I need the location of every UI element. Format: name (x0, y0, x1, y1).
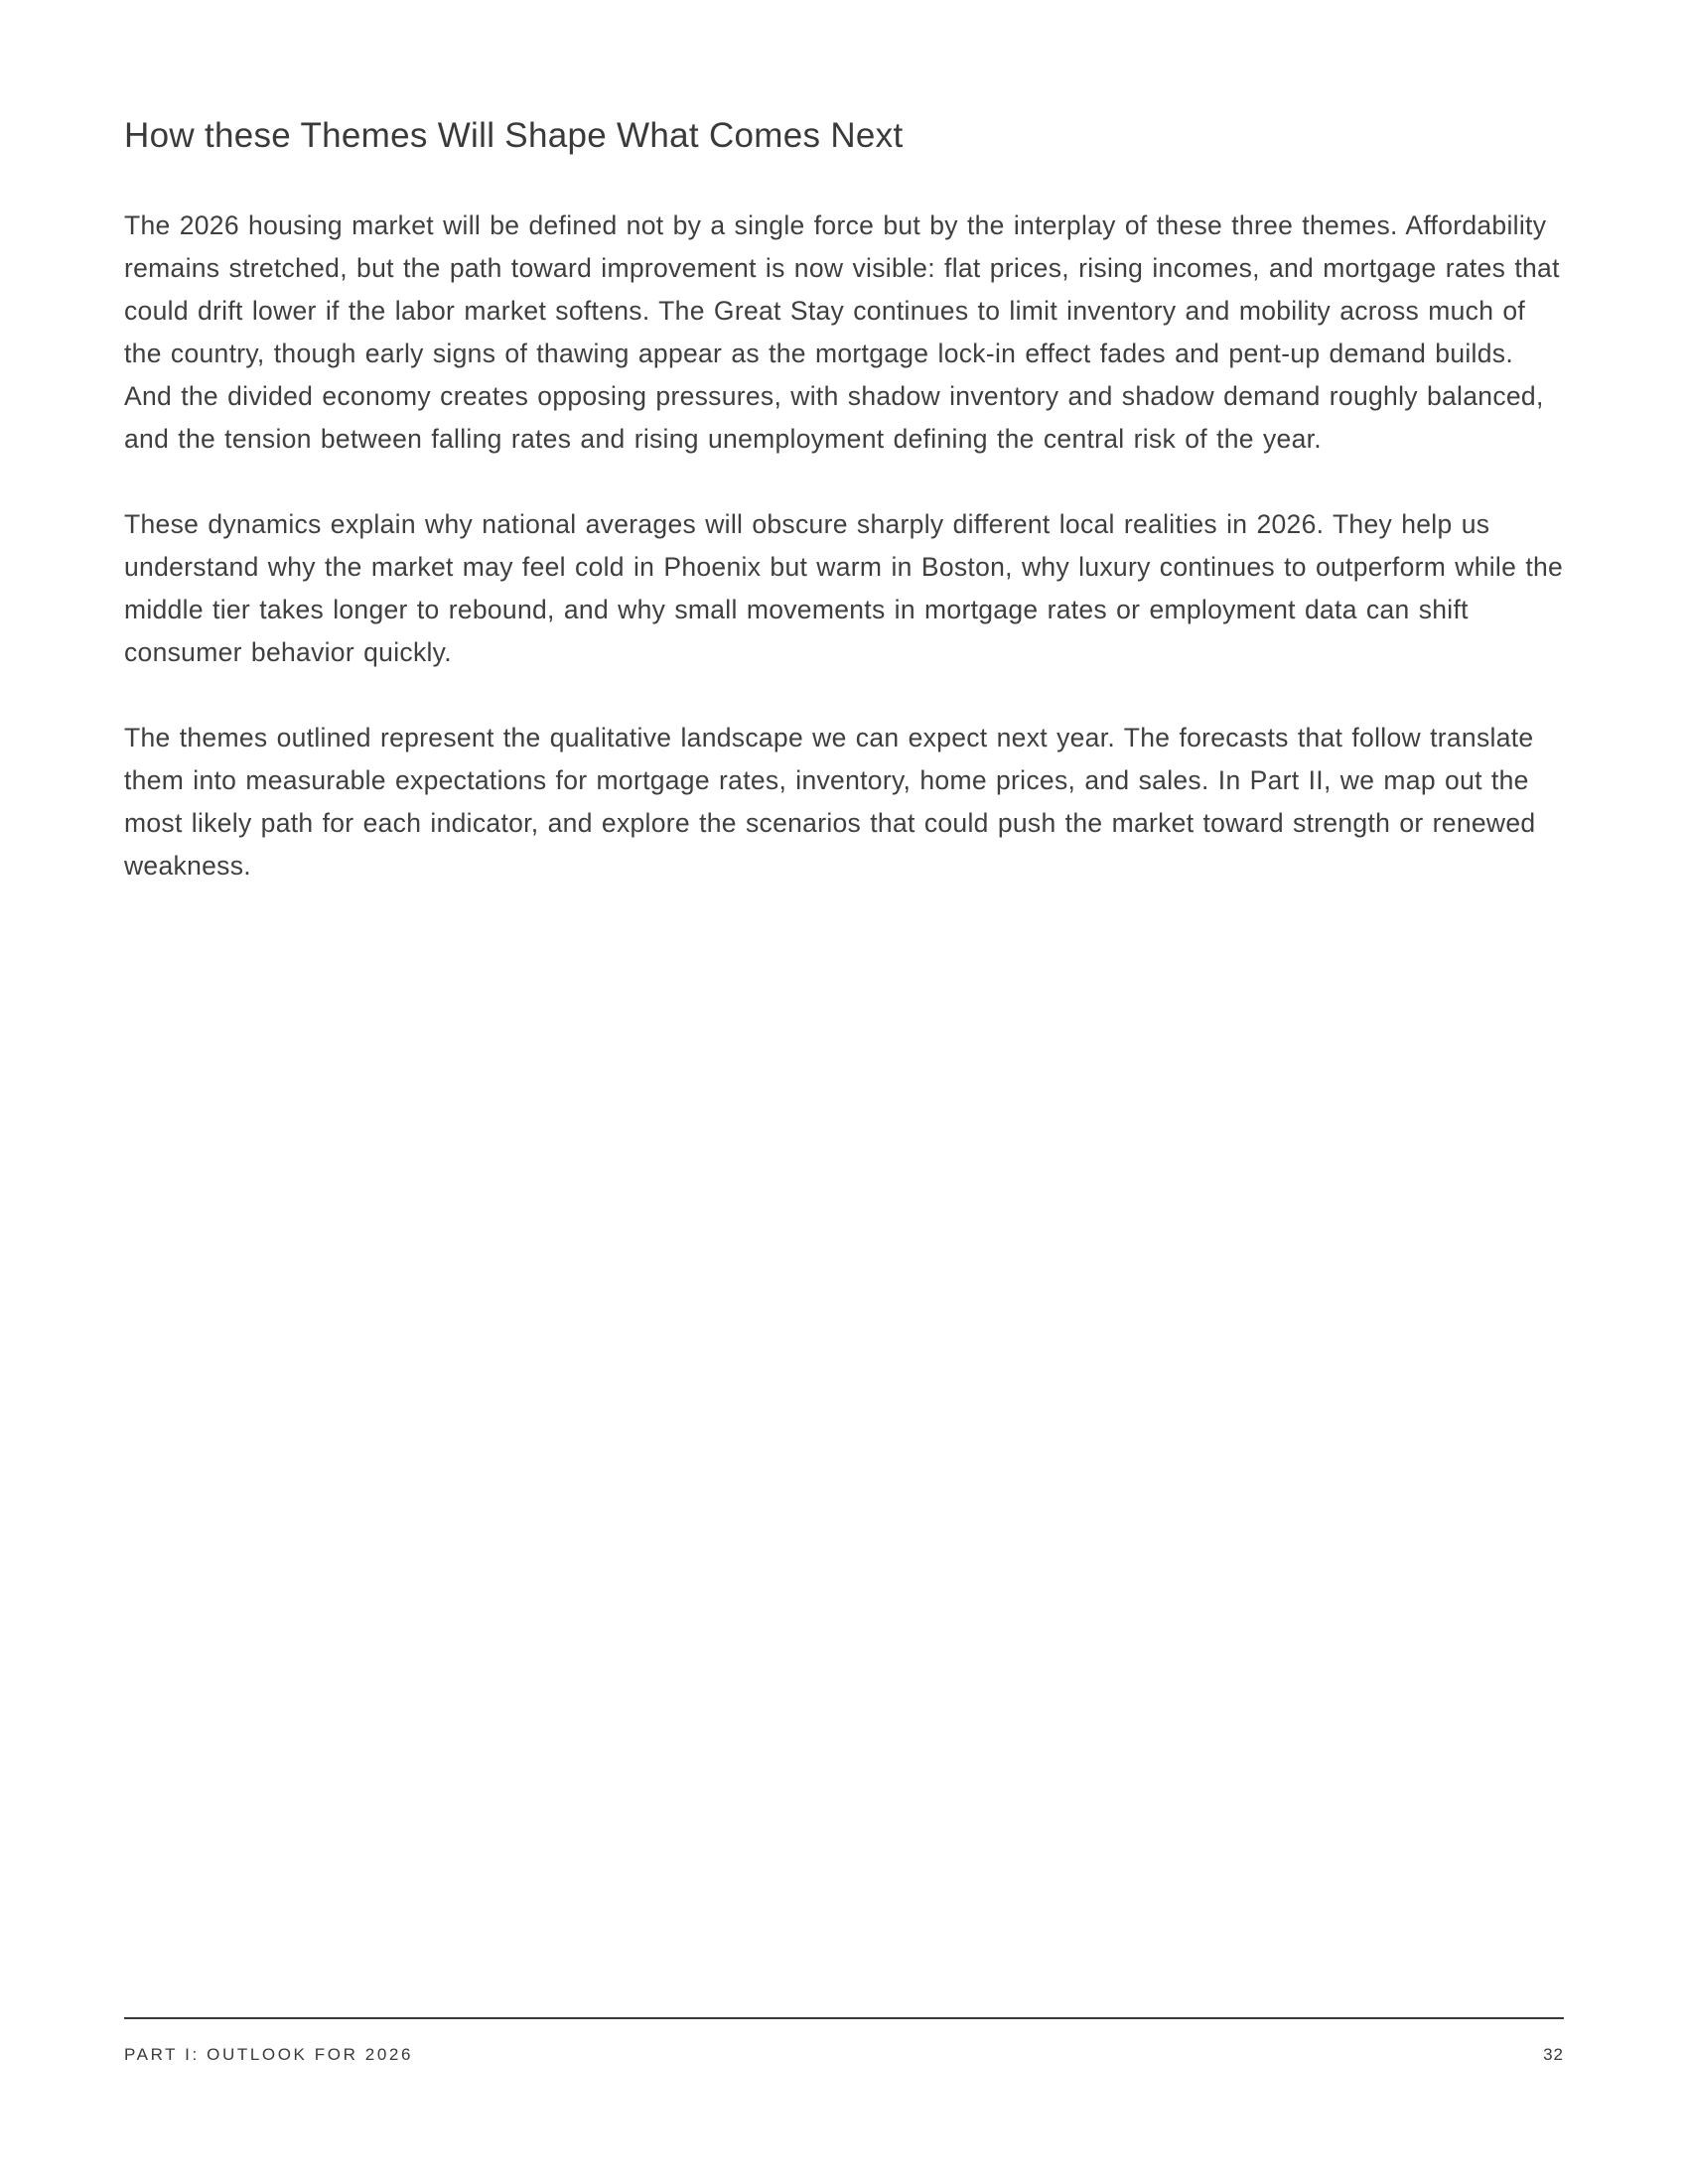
footer-row (124, 2045, 1564, 2065)
body-paragraph-1: The 2026 housing market will be defined not by a single force but by the interplay of these three themes. Affordability remains stretched, but the path toward improvement is now visible: flat prices, rising incomes, and mortgage rates that could drift lower if the labor market softens. The Great Stay continues to limit inventory and mobility across much of the country, though early signs of thawing appear as the mortgage lock-in effect fades and pent-up demand builds. And the divided economy creates opposing pressures, with shadow inventory and shadow demand roughly balanced, and the tension between falling rates and rising unemployment defining the central risk of the year. (124, 210, 1560, 454)
body-paragraph-3: The themes outlined represent the qualitative landscape we can expect next year. The forecasts that follow translate them into measurable expectations for mortgage rates, inventory, home prices, and sales. In Part II, we map out the most likely path for each indicator, and explore the scenarios that could push the market toward strength or renewed weakness. (124, 723, 1536, 881)
body-paragraph-2: These dynamics explain why national averages will obscure sharply different local realities in 2026. They help us understand why the market may feel cold in Phoenix but warm in Boston, why luxury continues to outperform while the middle tier takes longer to rebound, and why small movements in mortgage rates or employment data can shift consumer behavior quickly. (124, 509, 1564, 667)
footer-section-label: PART I: OUTLOOK FOR 2026 (124, 2045, 414, 2064)
section-heading: How these Themes Will Shape What Comes Next (124, 116, 904, 155)
page-content (124, 117, 1564, 930)
footer-page-number: 32 (1543, 2045, 1564, 2064)
page-footer (124, 2017, 1564, 2065)
footer-divider (124, 2017, 1564, 2019)
